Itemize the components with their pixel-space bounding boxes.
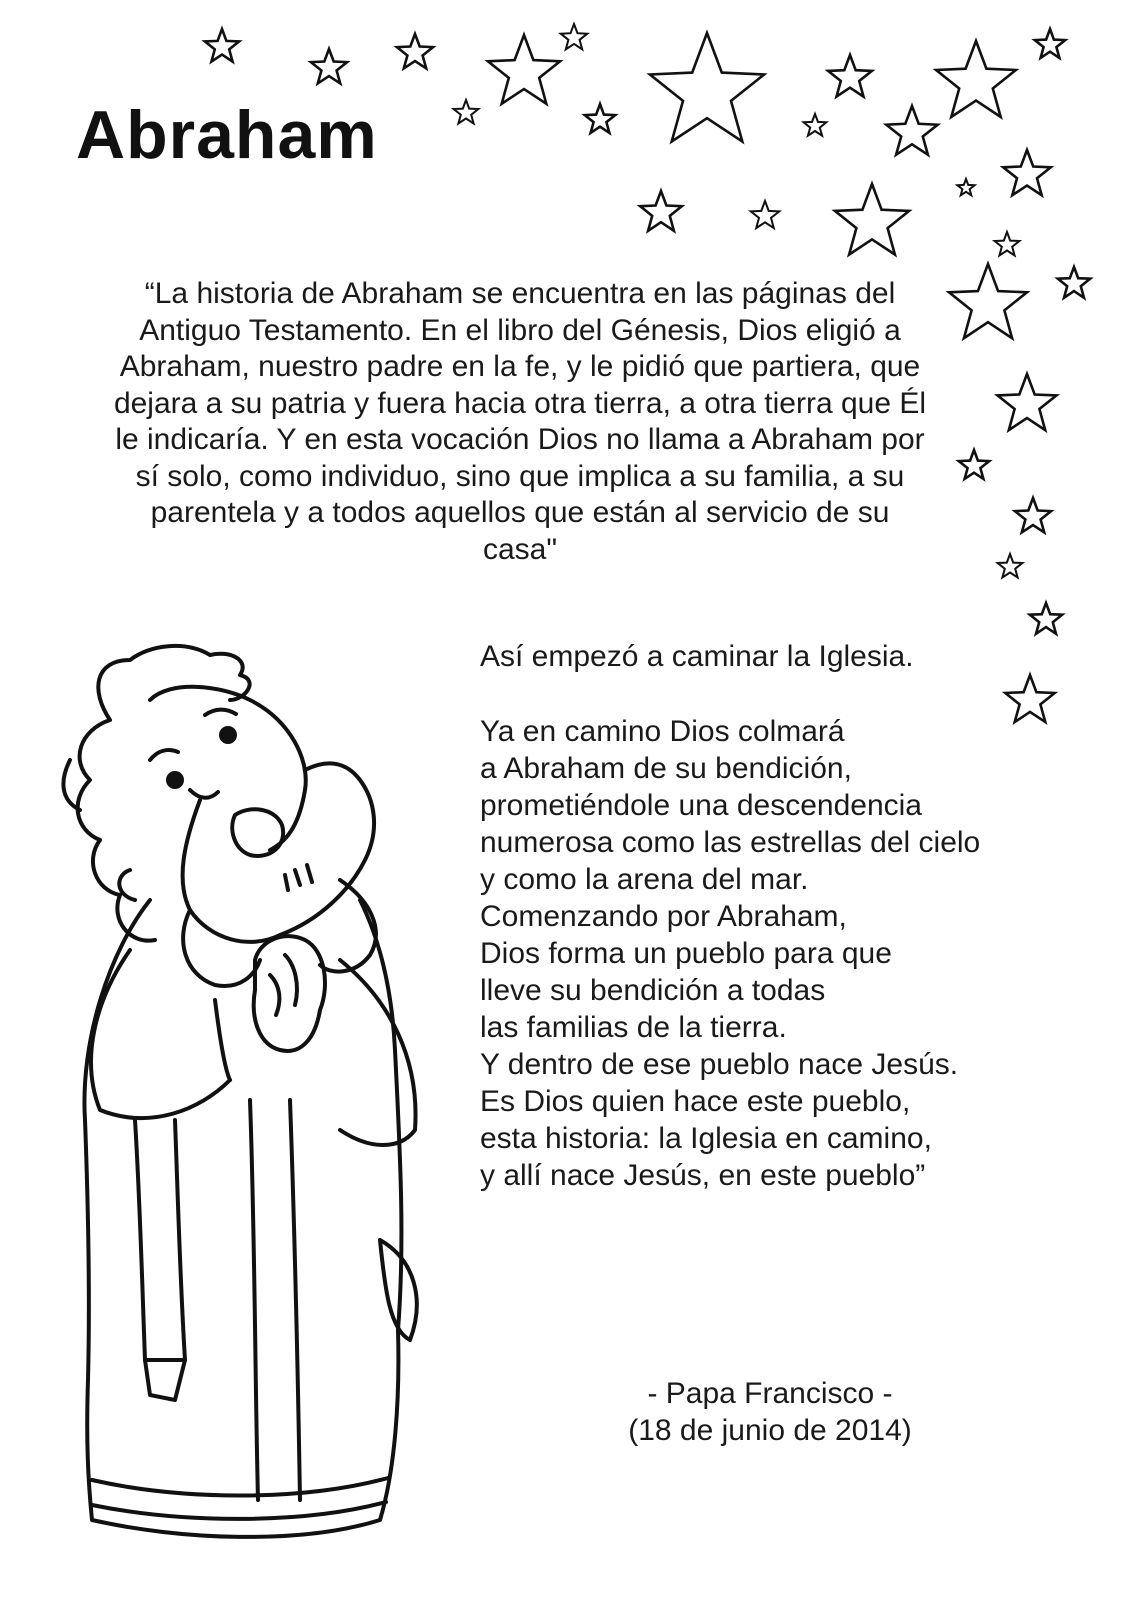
poem-line: Es Dios quien hace este pueblo, — [480, 1085, 911, 1118]
poem-line: las familias de la tierra. — [480, 1011, 787, 1044]
signature-block — [560, 1375, 980, 1449]
poem-line: numerosa como las estrellas del cielo — [480, 826, 981, 859]
intro-quote-line: le indicaría. Y en esta vocación Dios no llama a Abraham por — [115, 423, 925, 456]
poem-line: Y dentro de ese pueblo nace Jesús. — [480, 1048, 959, 1081]
beard-outline — [183, 763, 374, 941]
poem-line: y allí nace Jesús, en este pueblo” — [480, 1159, 926, 1192]
intro-quote — [50, 276, 990, 568]
poem-line: Dios forma un pueblo para que — [480, 937, 892, 970]
robe-outline — [84, 900, 401, 1537]
intro-quote-line: casa" — [482, 532, 558, 566]
intro-quote-line: sí solo, como individuo, sino que implica a su familia, a su — [135, 459, 905, 493]
eye-left — [166, 771, 184, 789]
intro-quote-line: parentela y a todos aquellos que están al servicio de su — [150, 496, 890, 529]
poem-line: a Abraham de su bendición, — [480, 752, 852, 785]
signature-date: (18 de junio de 2014) — [628, 1414, 912, 1447]
intro-quote-line: “La historia de Abraham se encuentra en las páginas del — [144, 277, 896, 310]
poem-line: prometiéndole una descendencia — [480, 789, 922, 822]
signature-author: - Papa Francisco - — [647, 1377, 893, 1410]
intro-quote-line: dejara a su patria y fuera hacia otra tierra, a otra tierra que Él — [113, 386, 927, 420]
poem-text — [480, 638, 1100, 1194]
poem-line: Comenzando por Abraham, — [480, 900, 847, 933]
poem-line: Ya en camino Dios colmará — [480, 715, 845, 748]
page-title: Abraham — [76, 97, 378, 173]
intro-quote-line: Abraham, nuestro padre en la fe, y le pidió que partiera, que — [119, 350, 921, 383]
eye-right — [219, 726, 237, 744]
poem-spacer — [480, 675, 1100, 713]
clasped-hands — [254, 936, 325, 1051]
poem-first-line: Así empezó a caminar la Iglesia. — [480, 640, 914, 673]
poem-line: esta historia: la Iglesia en camino, — [480, 1122, 932, 1155]
poem-line: lleve su bendición a todas — [480, 974, 826, 1007]
intro-quote-line: Antiguo Testamento. En el libro del Génesis, Dios eligió a — [139, 313, 901, 347]
poem-line: y como la arena del mar. — [480, 863, 809, 896]
